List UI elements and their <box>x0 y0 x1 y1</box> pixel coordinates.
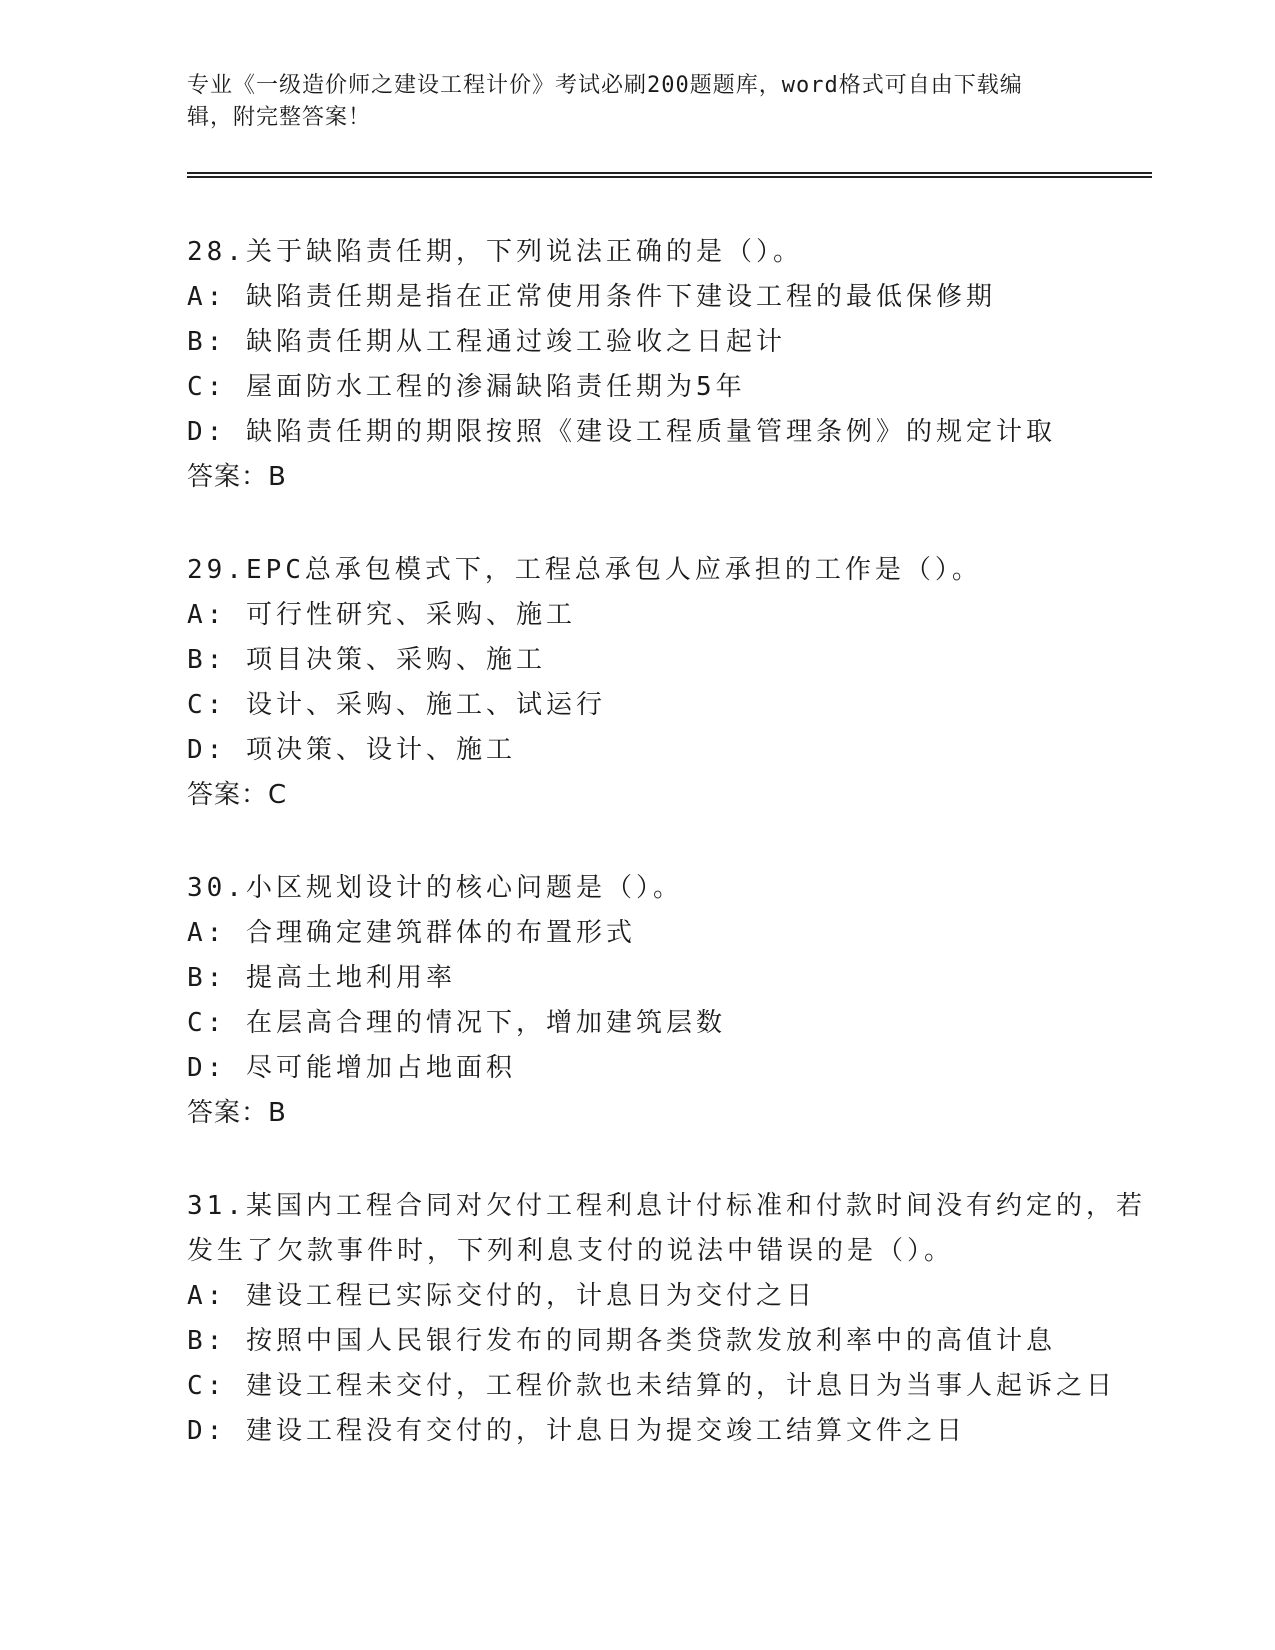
answer: 答案：C <box>187 780 288 810</box>
option-c: C: 设计、采购、施工、试运行 <box>187 690 606 720</box>
question-stem: 31.某国内工程合同对欠付工程利息计付标准和付款时间没有约定的，若发生了欠款事件时，下列利息支付的说法中错误的是（）。 <box>187 1191 1146 1266</box>
option-d: D: 建设工程没有交付的，计息日为提交竣工结算文件之日 <box>187 1416 966 1446</box>
option-a: A: 缺陷责任期是指在正常使用条件下建设工程的最低保修期 <box>187 282 996 312</box>
question-stem: 30.小区规划设计的核心问题是（）。 <box>187 873 683 903</box>
question-28 <box>187 230 1152 500</box>
header-divider <box>187 172 1152 178</box>
option-a: A: 建设工程已实际交付的，计息日为交付之日 <box>187 1281 816 1311</box>
document-header: 专业《一级造价师之建设工程计价》考试必刷200题题库，word格式可自由下载编辑，附完整答案！ <box>187 73 1023 130</box>
option-a: A: 可行性研究、采购、施工 <box>187 600 576 630</box>
option-b: B: 按照中国人民银行发布的同期各类贷款发放利率中的高值计息 <box>187 1326 1056 1356</box>
question-30 <box>187 866 1152 1136</box>
option-d: D: 尽可能增加占地面积 <box>187 1053 516 1083</box>
question-stem: 29.EPC总承包模式下，工程总承包人应承担的工作是（）。 <box>187 555 982 585</box>
question-31 <box>187 1184 1152 1454</box>
question-29 <box>187 548 1152 818</box>
option-a: A: 合理确定建筑群体的布置形式 <box>187 918 636 948</box>
option-b: B: 项目决策、采购、施工 <box>187 645 546 675</box>
question-stem: 28.关于缺陷责任期，下列说法正确的是（）。 <box>187 237 803 267</box>
option-d: D: 项决策、设计、施工 <box>187 735 516 765</box>
option-c: C: 屋面防水工程的渗漏缺陷责任期为5年 <box>187 372 746 402</box>
answer: 答案：B <box>187 1098 287 1128</box>
answer: 答案：B <box>187 462 287 492</box>
question-list <box>187 230 1152 1454</box>
option-b: B: 缺陷责任期从工程通过竣工验收之日起计 <box>187 327 786 357</box>
option-c: C: 在层高合理的情况下，增加建筑层数 <box>187 1008 726 1038</box>
document-page <box>187 70 1152 1502</box>
option-c: C: 建设工程未交付，工程价款也未结算的，计息日为当事人起诉之日 <box>187 1371 1116 1401</box>
option-d: D: 缺陷责任期的期限按照《建设工程质量管理条例》的规定计取 <box>187 417 1056 447</box>
option-b: B: 提高土地利用率 <box>187 963 456 993</box>
